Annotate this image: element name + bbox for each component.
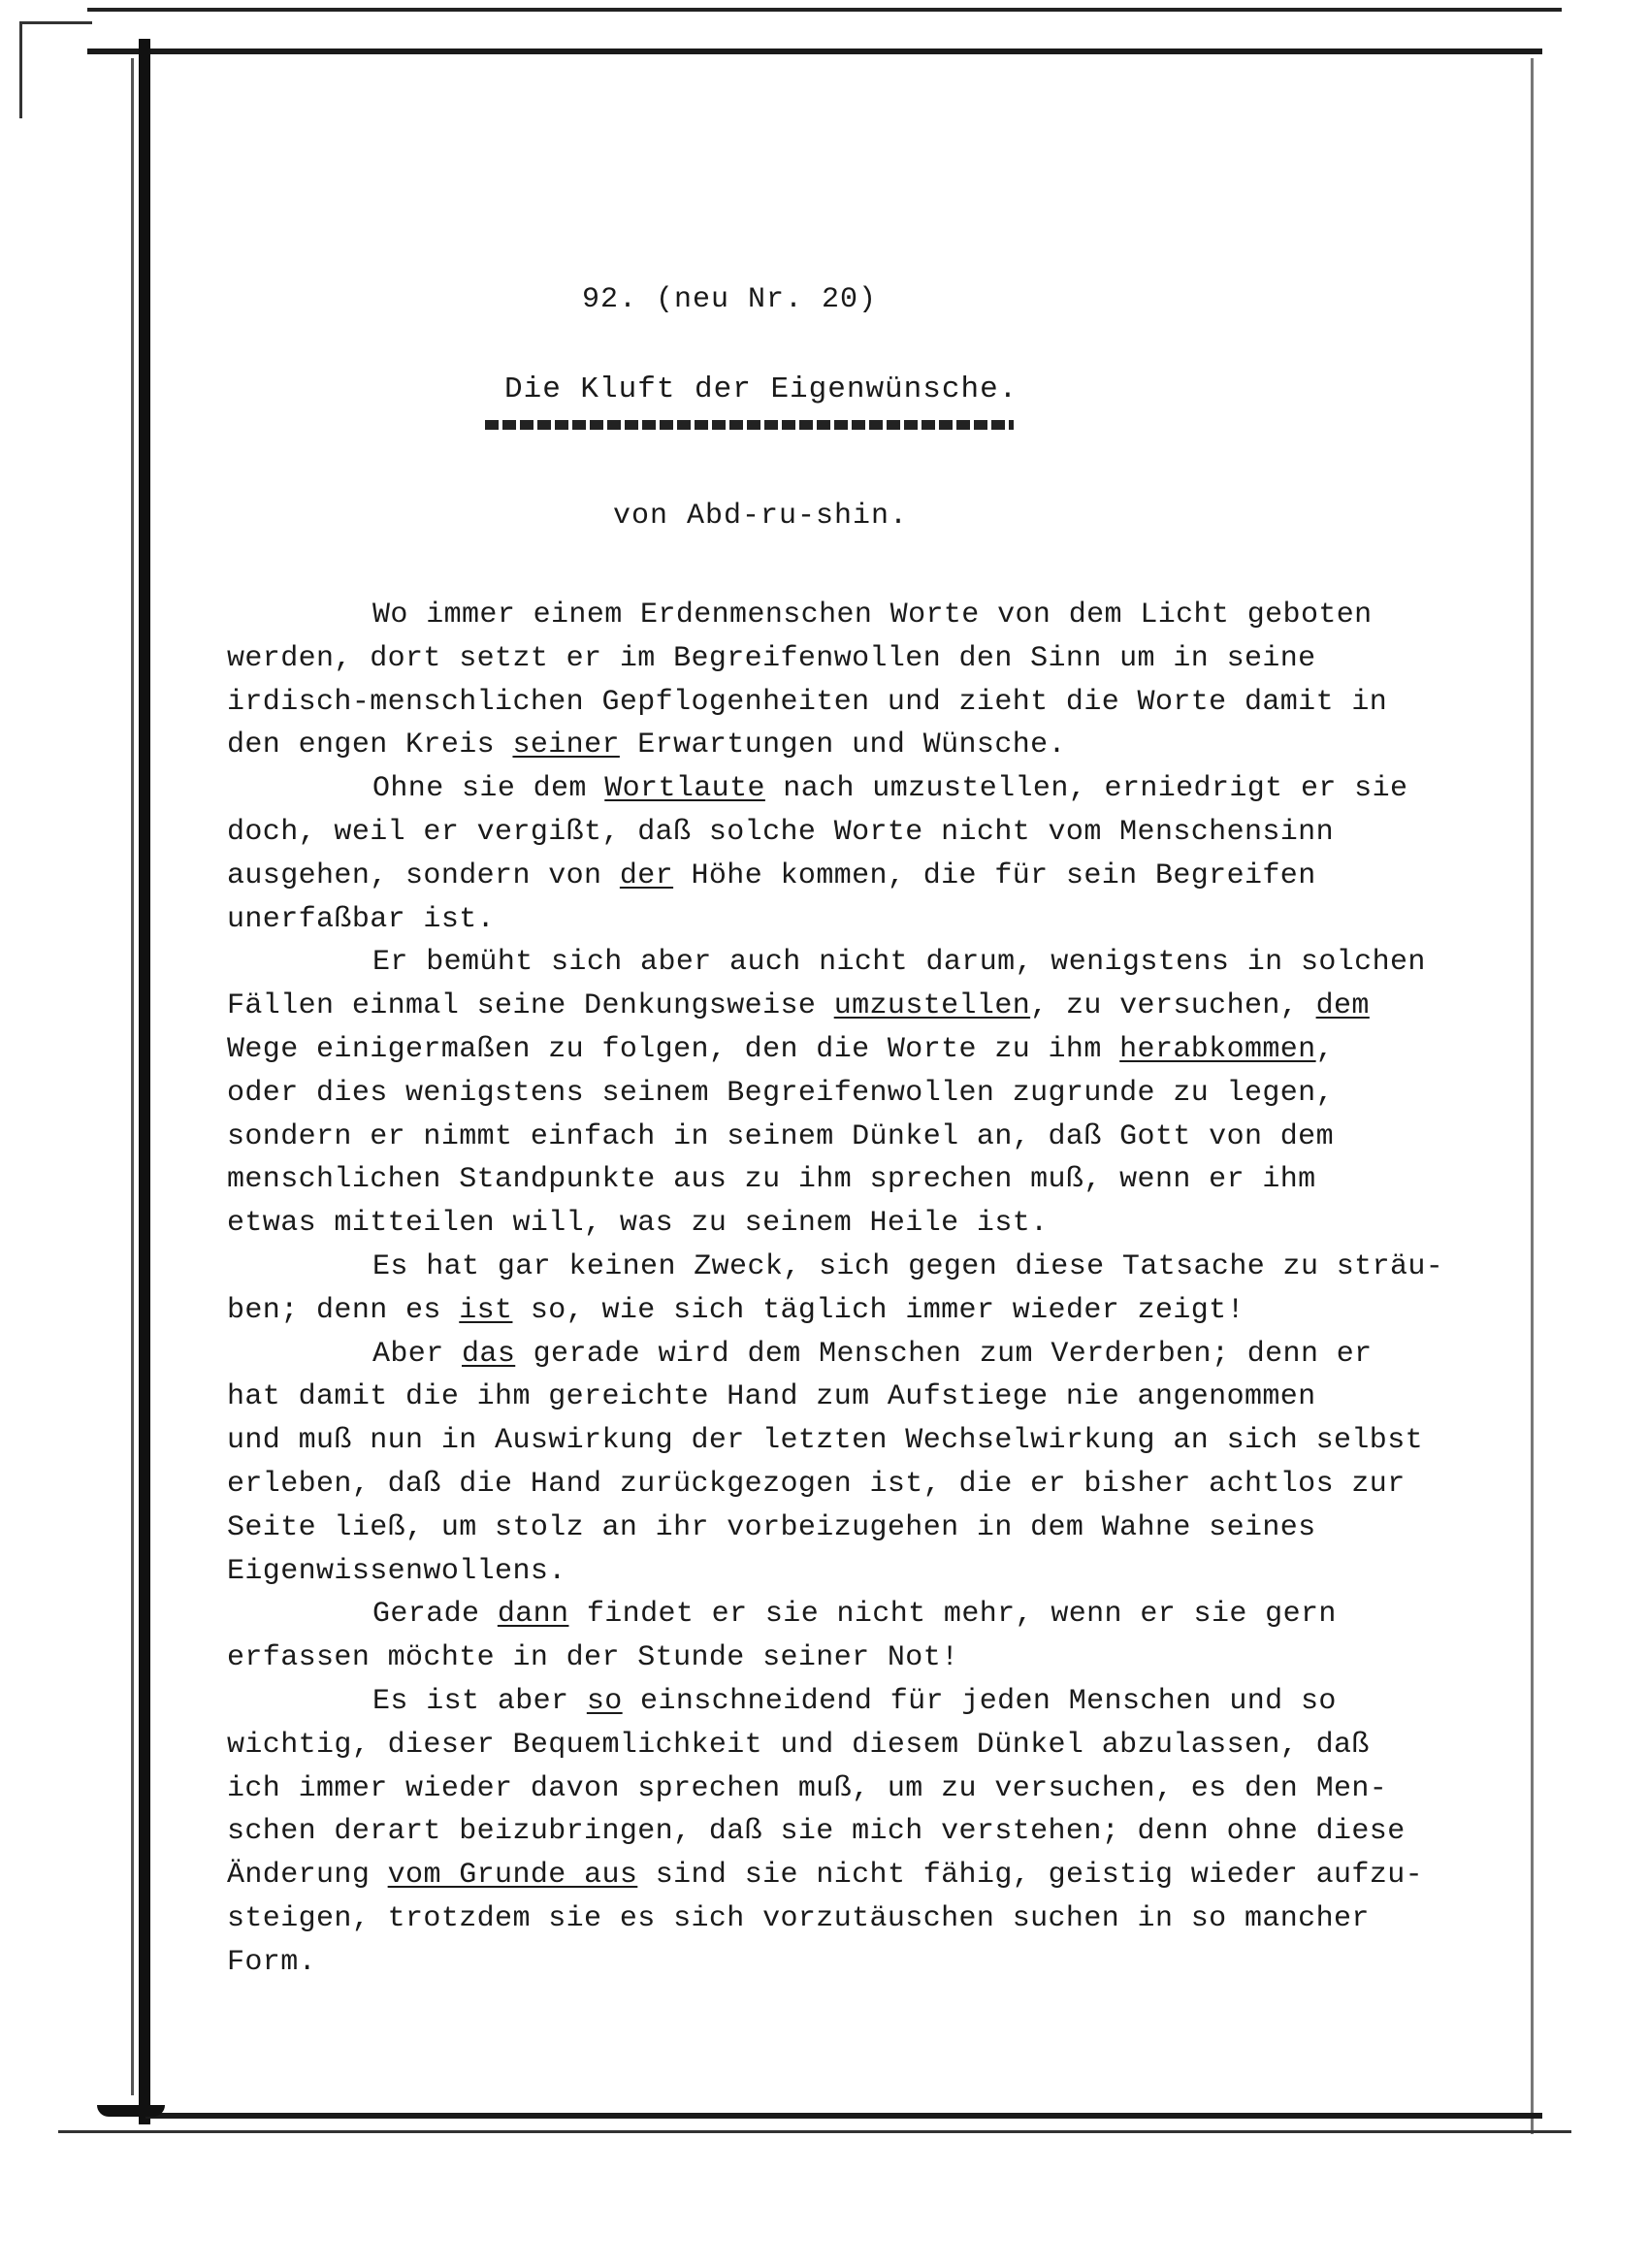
text-line — [227, 1246, 1517, 1289]
text-line — [227, 985, 1517, 1028]
text-segment: Höhe kommen, die für sein Begreifen — [673, 859, 1316, 892]
text-line — [227, 1028, 1517, 1072]
text-line — [227, 1289, 1517, 1333]
text-segment: Fällen einmal seine Denkungsweise — [227, 989, 834, 1023]
text-line — [227, 1636, 1517, 1680]
text-line — [227, 1158, 1517, 1202]
text-segment: nach umzustellen, erniedrigt er sie — [764, 772, 1408, 806]
scan-frame-top — [87, 8, 1562, 12]
text-segment: erfassen möchte in der Stunde seiner Not! — [227, 1641, 959, 1675]
text-segment: hat damit die ihm gereichte Hand zum Aufstiege nie angenommen — [227, 1380, 1316, 1414]
text-segment: so, wie sich täglich immer wieder zeigt! — [512, 1293, 1245, 1327]
text-segment: den engen Kreis — [227, 729, 513, 762]
text-line — [227, 767, 1517, 811]
text-segment: oder dies wenigstens seinem Begreifenwollen zugrunde zu legen, — [227, 1076, 1334, 1110]
text-segment: Er bemüht sich aber auch nicht darum, wenigstens in solchen — [372, 946, 1426, 980]
text-segment: einschneidend für jeden Menschen und so — [622, 1684, 1337, 1718]
text-segment: gerade wird dem Menschen zum Verderben; denn er — [515, 1337, 1373, 1371]
left-border-bar — [139, 39, 150, 2124]
text-segment: sind sie nicht fähig, geistig wieder aufzu- — [637, 1859, 1424, 1893]
text-line — [227, 855, 1517, 898]
text-segment: werden, dort setzt er im Begreifenwollen den Sinn um in seine — [227, 641, 1316, 675]
text-line — [227, 1593, 1517, 1636]
text-segment: ich immer wieder davon sprechen muß, um zu versuchen, es den Men- — [227, 1771, 1388, 1805]
text-line — [227, 1854, 1517, 1897]
underlined-word: das — [462, 1337, 516, 1371]
text-segment: , — [1315, 1032, 1334, 1066]
scan-frame-corner-stub — [19, 21, 22, 118]
text-segment: Ohne sie dem — [372, 772, 605, 806]
underlined-word: herabkommen — [1119, 1032, 1316, 1066]
underlined-word: seiner — [512, 729, 620, 762]
text-line — [227, 681, 1517, 725]
underlined-word: Wortlaute — [604, 772, 765, 806]
text-line — [227, 1897, 1517, 1941]
text-line — [227, 724, 1517, 767]
text-segment: Gerade — [372, 1598, 498, 1632]
text-line — [227, 1941, 1517, 1985]
text-segment: ben; denn es — [227, 1293, 460, 1327]
text-segment: Eigenwissenwollens. — [227, 1554, 566, 1588]
text-line — [227, 1767, 1517, 1811]
document-author: von Abd-ru-shin. — [613, 500, 909, 533]
text-segment: Seite ließ, um stolz an ihr vorbeizugehen in dem Wahne seines — [227, 1510, 1316, 1544]
text-segment: und muß nun in Auswirkung der letzten Wechselwirkung an sich selbst — [227, 1424, 1423, 1458]
text-line — [227, 1680, 1517, 1724]
text-line — [227, 1376, 1517, 1419]
text-segment: sondern er nimmt einfach in seinem Dünkel an, daß Gott von dem — [227, 1119, 1334, 1153]
document-number: 92. (neu Nr. 20) — [582, 283, 878, 316]
text-line — [227, 1810, 1517, 1854]
text-segment: , zu versuchen, — [1030, 989, 1316, 1023]
right-border-edge — [1531, 58, 1534, 2134]
text-segment: menschlichen Standpunkte aus zu ihm sprechen muß, wenn er ihm — [227, 1163, 1316, 1197]
text-line — [227, 941, 1517, 985]
bottom-scan-line — [58, 2130, 1571, 2133]
text-segment: Wo immer einem Erdenmenschen Worte von dem Licht geboten — [372, 599, 1373, 632]
text-segment: Wege einigermaßen zu folgen, den die Worte zu ihm — [227, 1032, 1120, 1066]
text-line — [227, 1724, 1517, 1767]
text-segment: Form. — [227, 1945, 317, 1979]
underlined-word: dann — [497, 1598, 569, 1632]
text-line — [227, 1463, 1517, 1507]
document-body — [227, 594, 1517, 1985]
text-segment: erleben, daß die Hand zurückgezogen ist, die er bisher achtlos zur — [227, 1467, 1406, 1501]
underlined-word: umzustellen — [833, 989, 1031, 1023]
text-line — [227, 1419, 1517, 1463]
text-line — [227, 1333, 1517, 1377]
bottom-border-rule — [146, 2113, 1542, 2119]
text-segment: ausgehen, sondern von — [227, 859, 620, 892]
text-segment: steigen, trotzdem sie es sich vorzutäuschen suchen in so mancher — [227, 1901, 1370, 1935]
text-segment: etwas mitteilen will, was zu seinem Heile ist. — [227, 1207, 1049, 1241]
scan-frame-corner — [19, 21, 92, 24]
text-segment: Änderung — [227, 1859, 388, 1893]
text-segment: schen derart beizubringen, daß sie mich verstehen; denn ohne diese — [227, 1815, 1406, 1849]
underlined-word: ist — [459, 1293, 513, 1327]
text-segment: unerfaßbar ist. — [227, 902, 496, 936]
text-line — [227, 1202, 1517, 1246]
text-line — [227, 1072, 1517, 1116]
text-line — [227, 898, 1517, 942]
top-border-rule — [87, 49, 1542, 54]
text-line — [227, 811, 1517, 855]
underlined-word: vom Grunde aus — [387, 1859, 638, 1893]
text-segment: findet er sie nicht mehr, wenn er sie gern — [568, 1598, 1337, 1632]
underlined-word: dem — [1315, 989, 1370, 1023]
text-line — [227, 1507, 1517, 1550]
text-segment: irdisch-menschlichen Gepflogenheiten und zieht die Worte damit in — [227, 685, 1388, 719]
text-line — [227, 1116, 1517, 1159]
text-segment: Es ist aber — [372, 1684, 587, 1718]
text-segment: doch, weil er vergißt, daß solche Worte nicht vom Menschensinn — [227, 815, 1334, 849]
text-line — [227, 637, 1517, 681]
underlined-word: so — [586, 1684, 623, 1718]
text-line — [227, 1550, 1517, 1594]
text-line — [227, 594, 1517, 637]
title-underline-rule — [485, 420, 1014, 430]
text-segment: Erwartungen und Wünsche. — [619, 729, 1066, 762]
text-segment: wichtig, dieser Bequemlichkeit und diesem Dünkel abzulassen, daß — [227, 1728, 1370, 1762]
left-border-foot — [97, 2105, 165, 2117]
text-segment: Aber — [372, 1337, 463, 1371]
document-title: Die Kluft der Eigenwünsche. — [504, 373, 1018, 406]
left-border-thin — [131, 58, 134, 2095]
underlined-word: der — [619, 859, 674, 892]
text-segment: Es hat gar keinen Zweck, sich gegen diese Tatsache zu sträu- — [372, 1249, 1444, 1283]
